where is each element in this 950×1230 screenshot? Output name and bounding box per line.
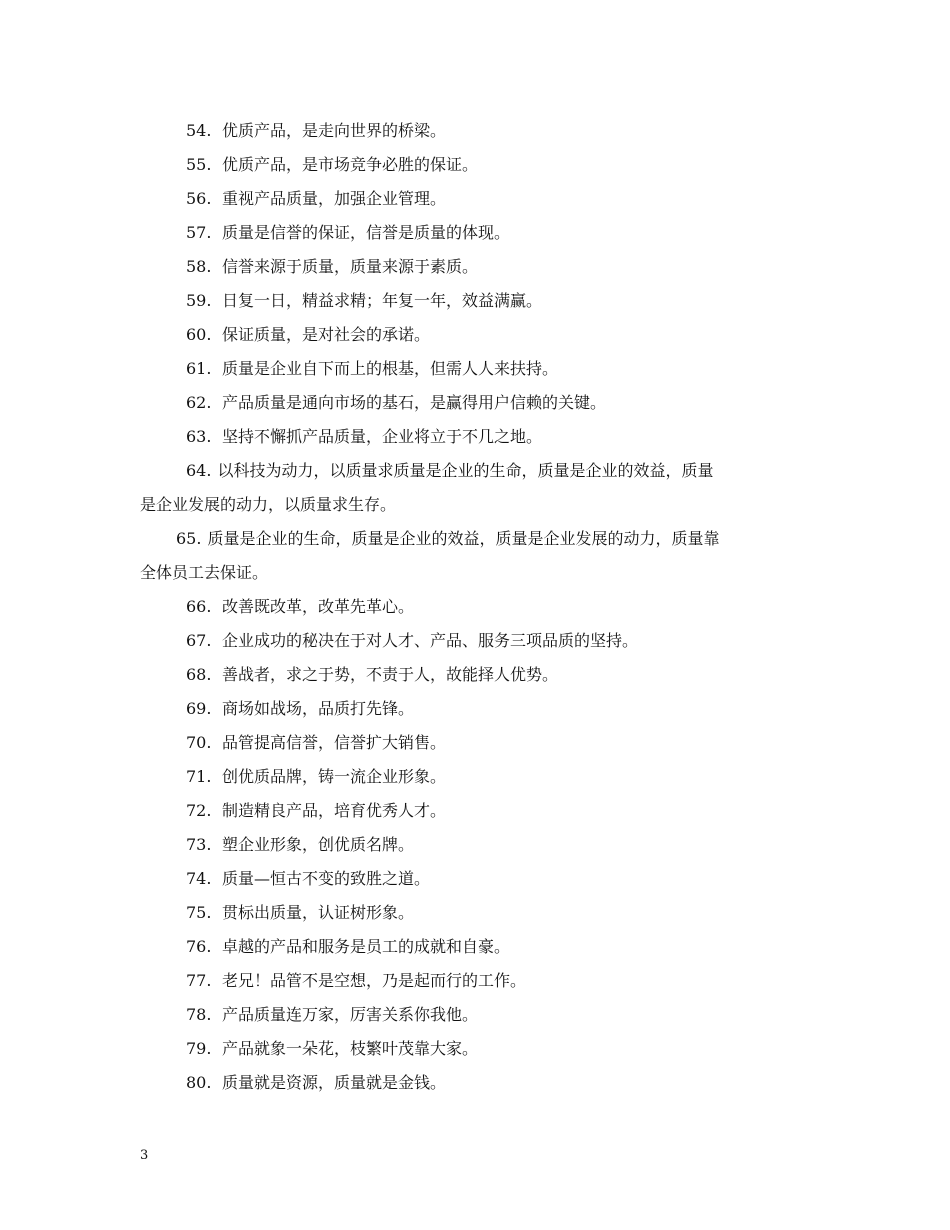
item-text: 老兄！品管不是空想，乃是起而行的工作。 — [222, 971, 527, 990]
item-number: 61. — [186, 359, 212, 378]
item-text: 产品质量是通向市场的基石，是赢得用户信赖的关键。 — [222, 393, 607, 412]
item-text: 坚持不懈抓产品质量，企业将立于不几之地。 — [222, 427, 543, 446]
item-text-line1: 质量是企业的生命，质量是企业的效益，质量是企业发展的动力，质量靠 — [207, 529, 720, 548]
item-text: 善战者，求之于势，不责于人，故能择人优势。 — [222, 665, 559, 684]
page-number: 3 — [140, 1148, 149, 1163]
item-number: 56. — [186, 189, 212, 208]
item-number: 76. — [186, 937, 212, 956]
list-item — [0, 998, 950, 1032]
item-number: 57. — [186, 223, 212, 242]
list-item — [0, 1066, 950, 1100]
item-number: 72. — [186, 801, 212, 820]
list-item — [0, 862, 950, 896]
item-number: 60. — [186, 325, 212, 344]
item-text: 优质产品，是走向世界的桥梁。 — [222, 121, 447, 140]
item-number: 58. — [186, 257, 212, 276]
item-number: 54. — [186, 121, 212, 140]
item-text: 产品就象一朵花，枝繁叶茂靠大家。 — [222, 1039, 479, 1058]
item-text: 品管提高信誉，信誉扩大销售。 — [222, 733, 447, 752]
list-item — [0, 692, 950, 726]
list-item — [0, 726, 950, 760]
list-item-multiline — [0, 454, 950, 522]
list-item — [0, 624, 950, 658]
list-item — [0, 182, 950, 216]
item-number: 67. — [186, 631, 212, 650]
item-text: 创优质品牌，铸一流企业形象。 — [222, 767, 447, 786]
item-text: 改善既改革，改革先革心。 — [222, 597, 415, 616]
list-item — [0, 216, 950, 250]
item-number: 66. — [186, 597, 212, 616]
item-text: 制造精良产品，培育优秀人才。 — [222, 801, 447, 820]
item-text: 质量—恒古不变的致胜之道。 — [222, 869, 431, 888]
list-item — [0, 352, 950, 386]
item-number: 64. — [186, 461, 212, 480]
list-item — [0, 386, 950, 420]
item-text: 贯标出质量，认证树形象。 — [222, 903, 415, 922]
item-text: 重视产品质量，加强企业管理。 — [222, 189, 447, 208]
item-number: 62. — [186, 393, 212, 412]
item-first-line — [140, 522, 812, 556]
list-item — [0, 964, 950, 998]
item-text: 优质产品，是市场竞争必胜的保证。 — [222, 155, 479, 174]
item-text: 质量是企业自下而上的根基，但需人人来扶持。 — [222, 359, 559, 378]
item-text: 日复一日，精益求精；年复一年，效益满赢。 — [222, 291, 543, 310]
item-text: 塑企业形象，创优质名牌。 — [222, 835, 415, 854]
list-item — [0, 148, 950, 182]
list-item-multiline — [0, 522, 950, 590]
item-number: 79. — [186, 1039, 212, 1058]
item-text: 卓越的产品和服务是员工的成就和自豪。 — [222, 937, 511, 956]
list-item — [0, 420, 950, 454]
list-item — [0, 658, 950, 692]
item-number: 55. — [186, 155, 212, 174]
list-item — [0, 1032, 950, 1066]
item-text: 质量是信誉的保证，信誉是质量的体现。 — [222, 223, 511, 242]
list-item — [0, 284, 950, 318]
list-item — [0, 318, 950, 352]
item-number: 77. — [186, 971, 212, 990]
item-text: 质量就是资源，质量就是金钱。 — [222, 1073, 447, 1092]
item-number: 70. — [186, 733, 212, 752]
item-number: 69. — [186, 699, 212, 718]
item-number: 68. — [186, 665, 212, 684]
item-number: 65. — [176, 529, 202, 548]
item-text: 保证质量，是对社会的承诺。 — [222, 325, 431, 344]
item-number: 71. — [186, 767, 212, 786]
item-number: 75. — [186, 903, 212, 922]
item-text-line2: 是企业发展的动力，以质量求生存。 — [140, 495, 397, 514]
list-item — [0, 930, 950, 964]
list-item — [0, 828, 950, 862]
item-first-line — [140, 454, 812, 488]
item-text-line1: 以科技为动力，以质量求质量是企业的生命，质量是企业的效益，质量 — [217, 461, 714, 480]
item-number: 59. — [186, 291, 212, 310]
item-text: 信誉来源于质量，质量来源于素质。 — [222, 257, 479, 276]
item-number: 74. — [186, 869, 212, 888]
list-item — [0, 250, 950, 284]
list-item — [0, 896, 950, 930]
list-item — [0, 114, 950, 148]
item-number: 73. — [186, 835, 212, 854]
list-item — [0, 794, 950, 828]
list-item — [0, 760, 950, 794]
item-text: 企业成功的秘决在于对人才、产品、服务三项品质的坚持。 — [222, 631, 639, 650]
item-text-line2: 全体员工去保证。 — [140, 563, 269, 582]
slogan-list — [0, 114, 950, 1100]
item-text: 商场如战场，品质打先锋。 — [222, 699, 415, 718]
item-number: 80. — [186, 1073, 212, 1092]
item-text: 产品质量连万家，厉害关系你我他。 — [222, 1005, 479, 1024]
item-number: 78. — [186, 1005, 212, 1024]
list-item — [0, 590, 950, 624]
item-number: 63. — [186, 427, 212, 446]
